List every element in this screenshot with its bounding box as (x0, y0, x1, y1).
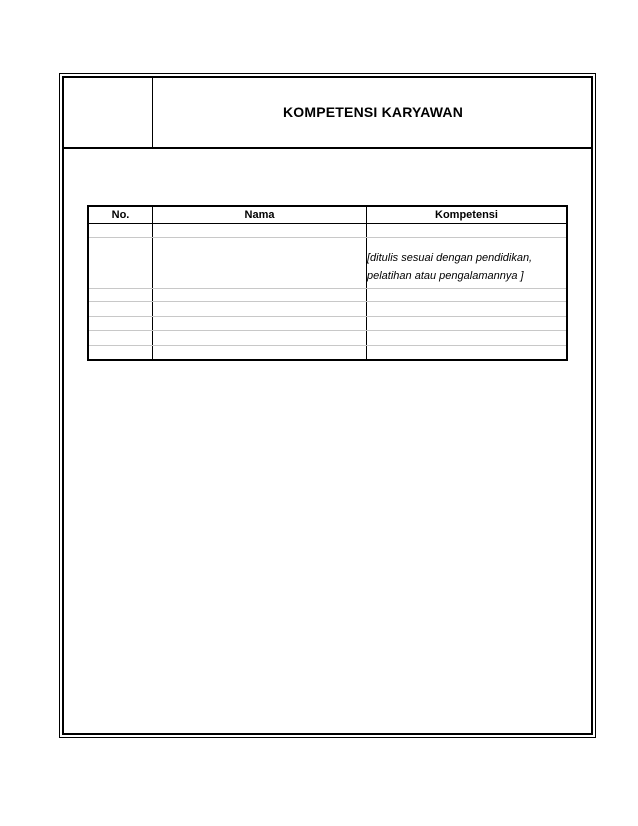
table-row-line (89, 345, 566, 346)
table-row-line (89, 316, 566, 317)
table-row-line (89, 301, 566, 302)
header-no: No. (111, 209, 130, 221)
column-separator-1 (152, 207, 153, 359)
header-divider (62, 147, 593, 149)
table-row-line (89, 237, 566, 238)
header-nama: Nama (244, 209, 275, 221)
competency-table (87, 205, 568, 361)
document-title: KOMPETENSI KARYAWAN (282, 103, 464, 120)
table-row-line (89, 288, 566, 289)
page-frame-inner (62, 76, 593, 735)
table-header-row (89, 207, 566, 224)
header-kompetensi: Kompetensi (435, 209, 498, 221)
competency-note: [ditulis sesuai dengan pendidikan, pelatihan atau pengalamannya ] (367, 252, 533, 282)
table-row-line (89, 330, 566, 331)
